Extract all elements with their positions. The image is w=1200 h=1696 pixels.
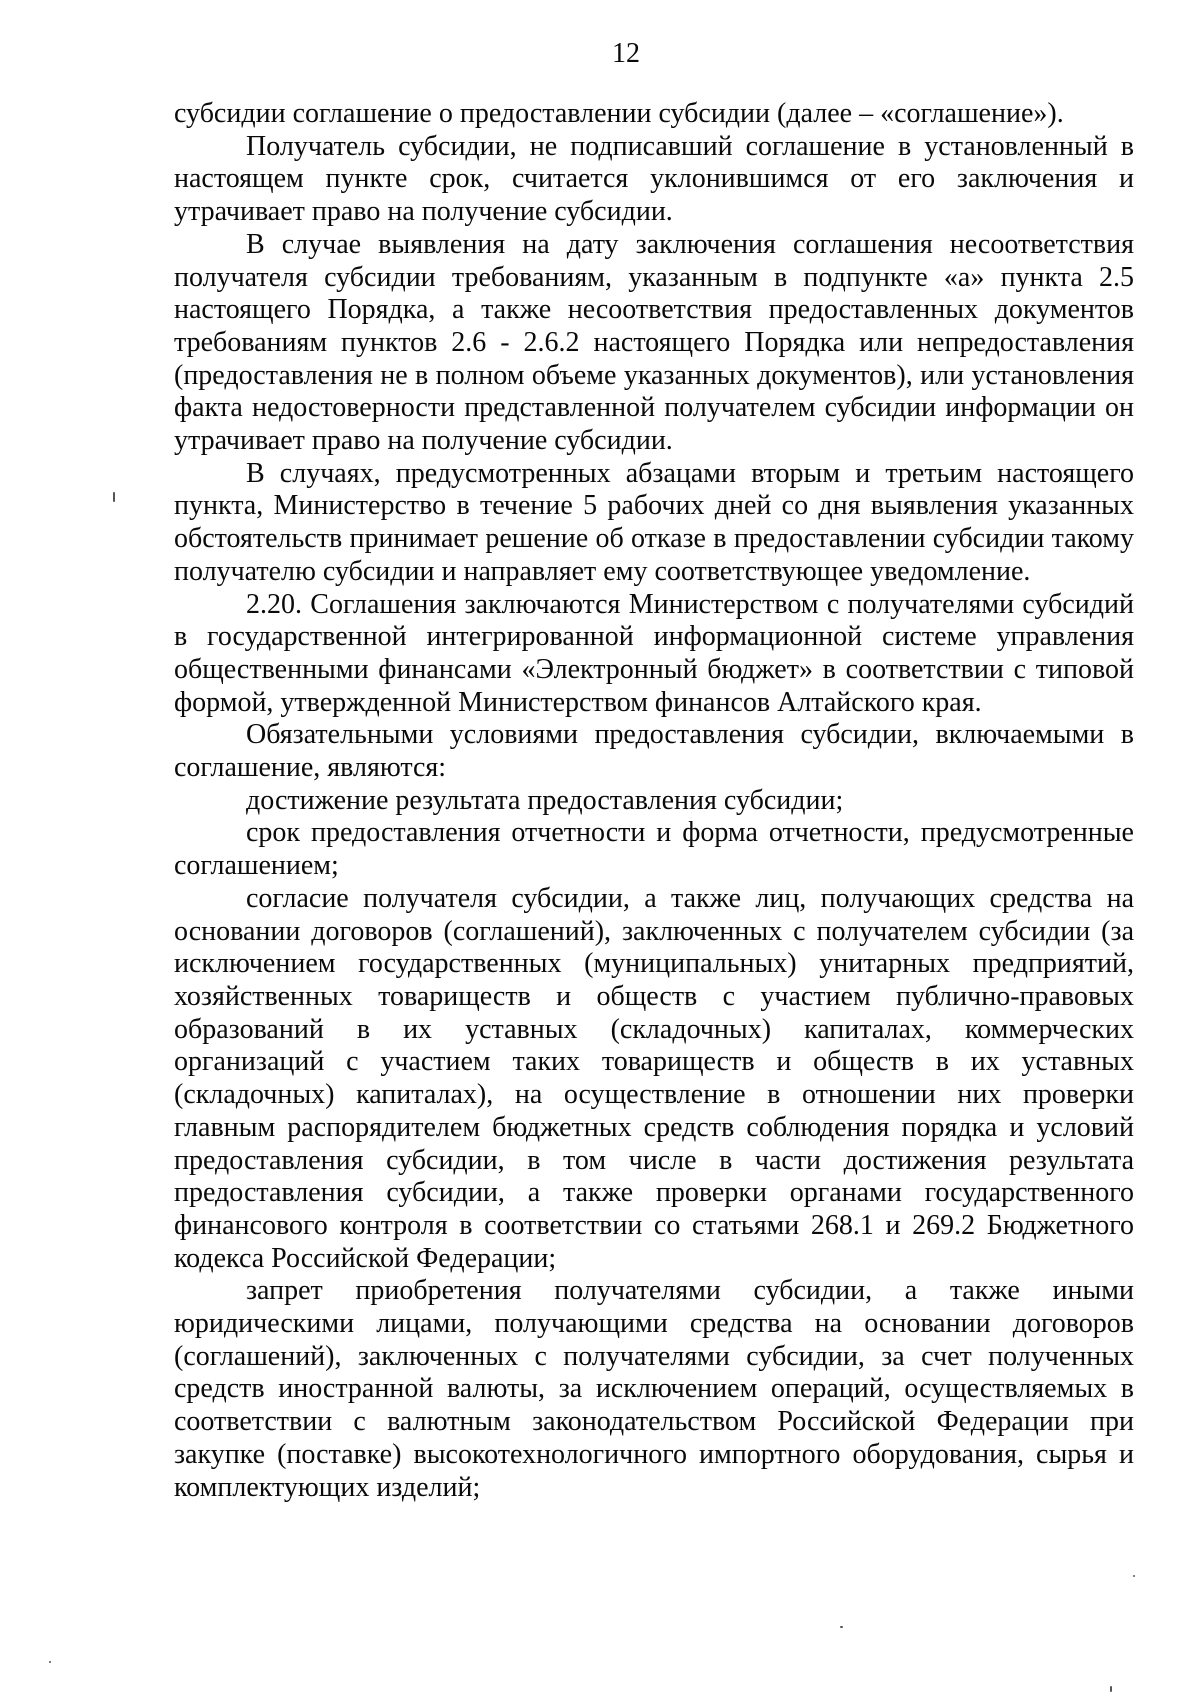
- scan-speck: [49, 1661, 51, 1663]
- paragraph: согласие получателя субсидии, а также лиц, получающих средства на основании договоров (соглашений), заключенных с получателем субсидии (за исключением государственных (муниципальных) унитарных предприятий, хозяйственных товариществ и обществ с участием публично-правовых образований в их уставных (складочных) капиталах, коммерческих организаций с участием таких товариществ и обществ в их уставных (складочных) капиталах), на осуществление в отношении них проверки главным распорядителем бюджетных средств соблюдения порядка и условий предоставления субсидии, в том числе в части достижения результата предоставления субсидии, а также проверки органами государственного финансового контроля в соответствии со статьями 268.1 и 269.2 Бюджетного кодекса Российской Федерации;: [174, 882, 1134, 1274]
- paragraph: запрет приобретения получателями субсидии, а также иными юридическими лицами, получающими средства на основании договоров (соглашений), заключенных с получателями субсидии, за счет полученных средств иностранной валюты, за исключением операций, осуществляемых в соответствии с валютным законодательством Российской Федерации при закупке (поставке) высокотехнологичного импортного оборудования, сырья и комплектующих изделий;: [174, 1275, 1134, 1503]
- page-number: 12: [612, 38, 640, 69]
- paragraph: срок предоставления отчетности и форма отчетности, предусмотренные соглашением;: [174, 817, 1134, 882]
- paragraph: Получатель субсидии, не подписавший соглашение в установленный в настоящем пункте срок, считается уклонившимся от его заключения и утрачивает право на получение субсидии.: [174, 130, 1134, 228]
- scan-speck: [1133, 1575, 1135, 1577]
- paragraph: В случаях, предусмотренных абзацами вторым и третьим настоящего пункта, Министерство в течение 5 рабочих дней со дня выявления указанных обстоятельств принимает решение об отказе в предоставлении субсидии такому получателю субсидии и направляет ему соответствующее уведомление.: [174, 457, 1134, 587]
- paragraph: Обязательными условиями предоставления субсидии, включаемыми в соглашение, являются:: [174, 719, 1134, 784]
- paragraph: достижение результата предоставления субсидии;: [246, 784, 844, 816]
- scan-speck: [840, 1626, 843, 1628]
- paragraph: 2.20. Соглашения заключаются Министерством с получателями субсидий в государственной интегрированной информационной системе управления общественными финансами «Электронный бюджет» в соответствии с типовой формой, утвержденной Министерством финансов Алтайского края.: [174, 588, 1134, 718]
- document-body: [174, 98, 1134, 1504]
- paragraph: В случае выявления на дату заключения соглашения несоответствия получателя субсидии требованиям, указанным в подпункте «а» пункта 2.5 настоящего Порядка, а также несоответствия предоставленных документов требованиям пунктов 2.6 - 2.6.2 настоящего Порядка или непредоставления (предоставления не в полном объеме указанных документов), или установления факта недостоверности представленной получателем субсидии информации он утрачивает право на получение субсидии.: [174, 228, 1134, 457]
- scan-speck: [113, 492, 115, 502]
- paragraph: субсидии соглашение о предоставлении субсидии (далее – «соглашение»).: [174, 98, 1064, 129]
- scan-speck: [1110, 1686, 1112, 1692]
